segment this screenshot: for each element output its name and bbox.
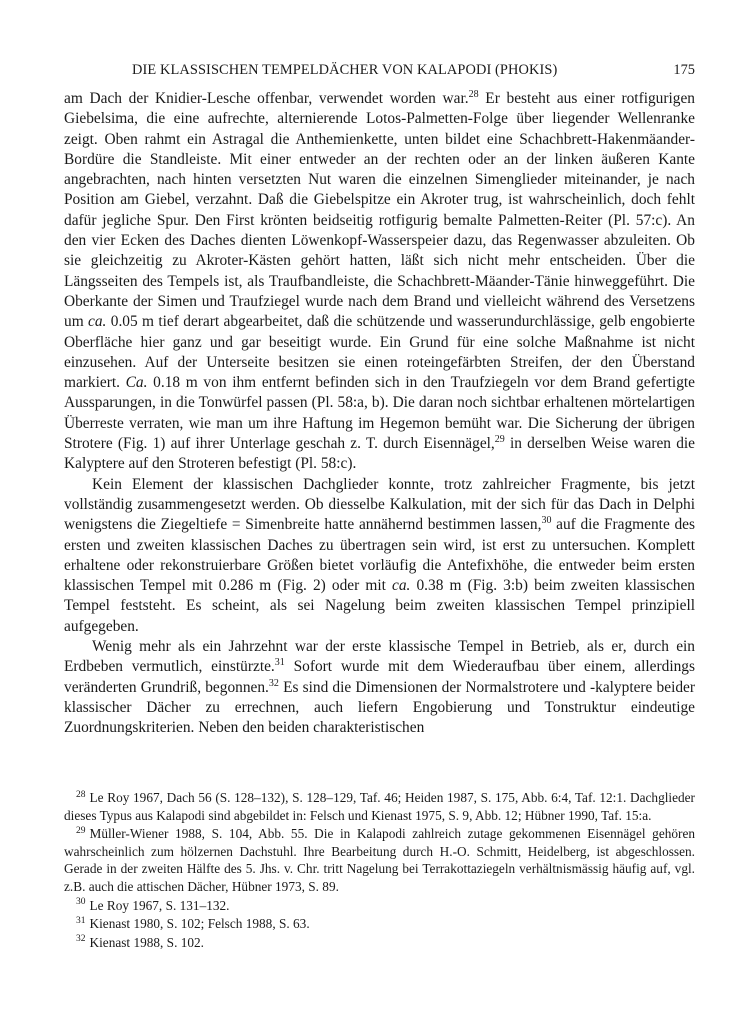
footnote-ref-32[interactable]: 32 xyxy=(268,677,279,689)
footnote-ref-28[interactable]: 28 xyxy=(468,88,479,100)
footnote-28: $^{28}$ Le Roy 1967, Dach 56 (S. 128–132), S. 128–129, Taf. 46; Heiden 1987, S. 175, Abb. 6:4, Taf. 12:1. Dachglieder dieses Typus aus Kalapodi sind abgebildet in: Felsch und Kienast 1975, S. 9, Abb. 12; Hübner 1990, Taf. 15:a. xyxy=(64,789,695,823)
paragraph-1: am Dach der Knidier-Lesche offenbar, verwendet worden war.$^{28}$ Er besteht aus einer rotfigurigen Giebelsima, die eine aufrechte, alternierende Lotos-Palmetten-Folge über liegender Wellenranke zeigt. Oben rahmt ein Astragal die Anthemienkette, unten bildet eine Schachbrett-Hakenmäander-Bordüre die Standleiste. Mit einer entweder an der rechten oder an der linken äußeren Kante angebrachten, nach hinten versetzten Nut waren die einzelnen Simenglieder miteinander, je nach Position am Giebel, verzahnt. Daß die Giebelspitze ein Akroter trug, ist wahrscheinlich, doch fehlt dafür jegliche Spur. Den First krönten beidseitig rotfigurig bemalte Palmetten-Reiter (Pl. 57:c). An den vier Ecken des Daches dienten Löwenkopf-Wasserspeier dazu, das Regenwasser abzuleiten. Ob sie gleichzeitig zu Akroter-Kästen gehört hatten, läßt sich nicht mehr entscheiden. Über die Längsseiten des Tempels ist, als Traufbandleiste, die Schachbrett-Mäander-Tänie hinweggeführt. Die Oberkante der Simen und Traufziegel wurde nach dem Brand und vielleicht während des Versetzens um ca. 0.05 m tief derart abgearbeitet, daß die schützende und wasserundurchlässige, gelb engobierte Oberfläche hier ganz und gar beseitigt wurde. Ein Grund für eine solche Maßnahme ist nicht einzusehen. Auf der Unterseite besitzen sie einen roteingefärbten Streifen, der den Überstand markiert. Ca. 0.18 m von ihm entfernt befinden sich in den Traufziegeln vor dem Brand gefertigte Aussparungen, in die Tonwürfel passen (Pl. 58:a, b). Die daran noch sichtbar erhaltenen mörtelartigen Überreste verraten, wie man um ihre Haftung im Hegemon bemüht war. Die Sicherung der übrigen Strotere (Fig. 1) auf ihrer Unterlage geschah z. T. durch Eisennägel,$^{29}$ in derselben Weise waren die Kalyptere auf den Stroteren befestigt (Pl. 58:c). xyxy=(64,88,696,473)
page-number: 175 xyxy=(673,62,695,78)
paragraph-2: Kein Element der klassischen Dachglieder konnte, trotz zahlreicher Fragmente, bis jetzt vollständig zusammengesetzt werden. Ob diesselbe Kalkulation, mit der sich für das Dach in Delphi wenigstens die Ziegeltiefe = Simenbreite hatte annähernd bestimmen lassen,$^{30}$ auf die Fragmente des ersten und zweiten klassischen Daches zu übertragen sein wird, ist erst zu untersuchen. Komplett erhaltene oder rekonstruierbare Größen bietet vorläufig die Antefixhöhe, die entweder beim ersten klassischen Tempel mit 0.286 m (Fig. 2) oder mit ca. 0.38 m (Fig. 3:b) beim zweiten klassischen Tempel feststeht. Es scheint, als sei Nagelung beim zweiten klassischen Tempel prinzipiell aufgegeben. xyxy=(64,475,695,635)
footnote-30: $^{30}$ Le Roy 1967, S. 131–132. xyxy=(76,897,230,913)
footnotes xyxy=(64,789,695,951)
paragraph-3: Wenig mehr als ein Jahrzehnt war der erste klassische Tempel in Betrieb, als er, durch ein Erdbeben vermutlich, einstürzte.$^{31}$ Sofort wurde mit dem Wiederaufbau über einem, allerdings veränderten Grundriß, begonnen.$^{32}$ Es sind die Dimensionen der Normalstrotere und -kalyptere beider klassischer Dächer zu errechnen, auch liefern Engobierung und Tonstruktur eindeutige Zuordnungskriterien. Neben den beiden charakteristischen xyxy=(64,638,695,737)
footnote-ref-31[interactable]: 31 xyxy=(274,657,285,669)
page-header xyxy=(64,62,695,82)
footnote-ref-30[interactable]: 30 xyxy=(541,515,552,527)
main-text xyxy=(64,89,695,739)
running-head: DIE KLASSISCHEN TEMPELDÄCHER VON KALAPODI (PHOKIS) xyxy=(132,62,558,78)
footnote-31: $^{31}$ Kienast 1980, S. 102; Felsch 1988, S. 63. xyxy=(76,915,310,932)
footnote-32: $^{32}$ Kienast 1988, S. 102. xyxy=(76,934,204,950)
footnote-ref-29[interactable]: 29 xyxy=(494,433,505,445)
footnote-29: $^{29}$ Müller-Wiener 1988, S. 104, Abb. 55. Die in Kalapodi zahlreich zutage gekommenen Eisennägel gehören wahrscheinlich zum hölzernen Dachstuhl. Ihre Bearbeitung durch H.-O. Schmitt, Heidelberg, ist abgeschlossen. Gerade in der zweiten Hälfte des 5. Jhs. v. Chr. tritt Nagelung bei Terrakottaziegeln verhältnismässig häufig auf, vgl. z.B. auch die attischen Dächer, Hübner 1973, S. 89. xyxy=(64,825,695,894)
